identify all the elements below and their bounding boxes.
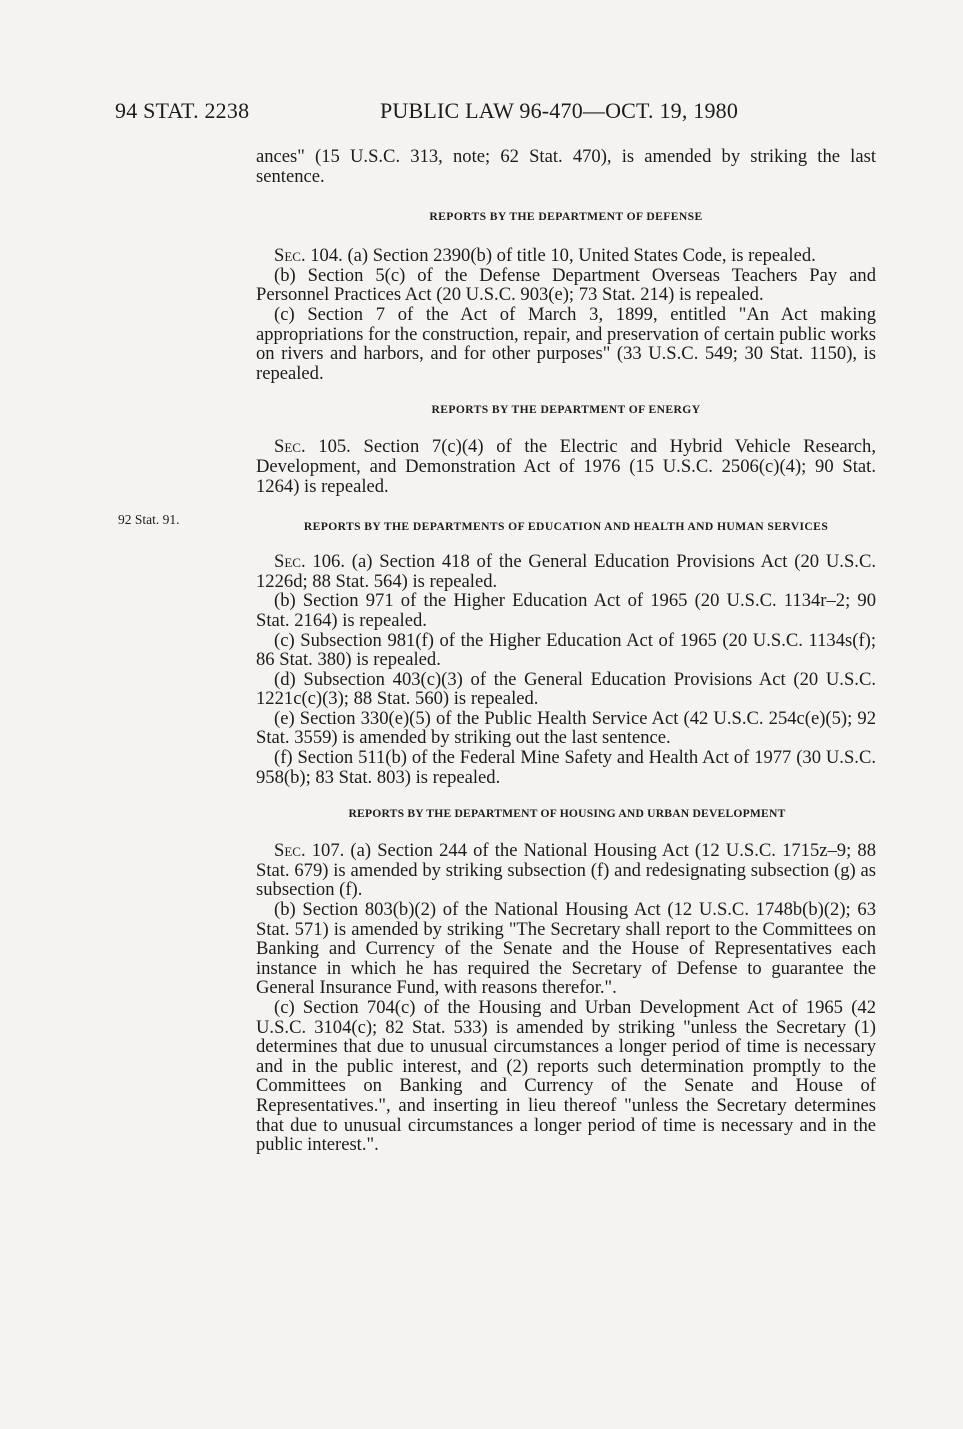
section-label: Sec. 107. [274, 840, 345, 862]
paragraph-text: (a) Section 418 of the General Education Provisions Act (20 U.S.C. 1226d; 88 Stat. 564) is repealed. [256, 551, 876, 592]
paragraph-text: (a) Section 244 of the National Housing Act (12 U.S.C. 1715z–9; 88 Stat. 679) is amended by striking subsection (f) and redesignating subsection (g) as subsection (f). [256, 840, 876, 901]
sec-106-d: (d) Subsection 403(c)(3) of the General Education Provisions Act (20 U.S.C. 1221c(c)(3); 88 Stat. 560) is repealed. [256, 668, 876, 710]
document-body [256, 147, 876, 1155]
sec-106-a [256, 552, 876, 591]
section-heading-education-hhs: REPORTS BY THE DEPARTMENTS OF EDUCATION AND HEALTH AND HUMAN SERVICES [303, 520, 829, 534]
paragraph-text: Section 7(c)(4) of the Electric and Hybrid Vehicle Research, Development, and Demonstration Act of 1976 (15 U.S.C. 2506(c)(4); 90 Stat. 1264) is repealed. [256, 436, 876, 497]
sec-107-b: (b) Section 803(b)(2) of the National Housing Act (12 U.S.C. 1748b(b)(2); 63 Stat. 571) is amended by striking "The Secretary shall report to the Committees on Banking and Currency of the Senate and the House of Representatives each instance in which he has required the Secretary of Defense to guarantee the General Insurance Fund, with reasons therefor.". [256, 899, 876, 999]
sec-104-b: (b) Section 5(c) of the Defense Department Overseas Teachers Pay and Personnel Practices Act (20 U.S.C. 903(e); 73 Stat. 214) is repealed. [256, 264, 876, 306]
section-label: Sec. 105. [274, 436, 351, 458]
running-header: PUBLIC LAW 96-470—OCT. 19, 1980 [380, 98, 739, 123]
sec-104-c: (c) Section 7 of the Act of March 3, 1899, entitled "An Act making appropriations for the construction, repair, and preservation of certain public works on rivers and harbors, and for other purposes" (33 U.S.C. 549; 30 Stat. 1150), is repealed. [256, 303, 876, 384]
section-label: Sec. 106. [274, 551, 345, 573]
sec-106-c: (c) Subsection 981(f) of the Higher Education Act of 1965 (20 U.S.C. 1134s(f); 86 Stat. 380) is repealed. [256, 629, 876, 671]
sec-107-a [256, 841, 876, 900]
page-stat-number: 94 STAT. 2238 [115, 98, 250, 123]
section-heading-energy: REPORTS BY THE DEPARTMENT OF ENERGY [431, 403, 701, 417]
sec-107-c: (c) Section 704(c) of the Housing and Urban Development Act of 1965 (42 U.S.C. 3104(c); 82 Stat. 533) is amended by striking "unless the Secretary (1) determines that due to unusual circumstances a longer period of time is necessary and in the public interest, and (2) reports such determination promptly to the Committees on Banking and Currency of the Senate and House of Representatives.", and inserting in lieu thereof "unless the Secretary determines that due to unusual circumstances a longer period of time is necessary and in the public interest.". [256, 997, 876, 1156]
section-heading-defense: REPORTS BY THE DEPARTMENT OF DEFENSE [429, 210, 703, 224]
paragraph-text: (a) Section 2390(b) of title 10, United States Code, is repealed. [342, 245, 816, 267]
sec-106-e: (e) Section 330(e)(5) of the Public Health Service Act (42 U.S.C. 254c(e)(5); 92 Stat. 3559) is amended by striking out the last sentence. [256, 707, 876, 749]
sec-106-b: (b) Section 971 of the Higher Education Act of 1965 (20 U.S.C. 1134r–2; 90 Stat. 2164) is repealed. [256, 590, 876, 631]
paragraph: ances" (15 U.S.C. 313, note; 62 Stat. 470), is amended by striking the last sentence. [256, 146, 876, 187]
section-heading-hud: REPORTS BY THE DEPARTMENT OF HOUSING AND URBAN DEVELOPMENT [348, 807, 786, 821]
sec-105 [256, 437, 876, 496]
section-label: Sec. 104. [274, 245, 343, 267]
sec-104-a [256, 246, 876, 266]
sec-106-f: (f) Section 511(b) of the Federal Mine Safety and Health Act of 1977 (30 U.S.C. 958(b); 83 Stat. 803) is repealed. [256, 747, 876, 788]
margin-note: 92 Stat. 91. [118, 512, 180, 527]
